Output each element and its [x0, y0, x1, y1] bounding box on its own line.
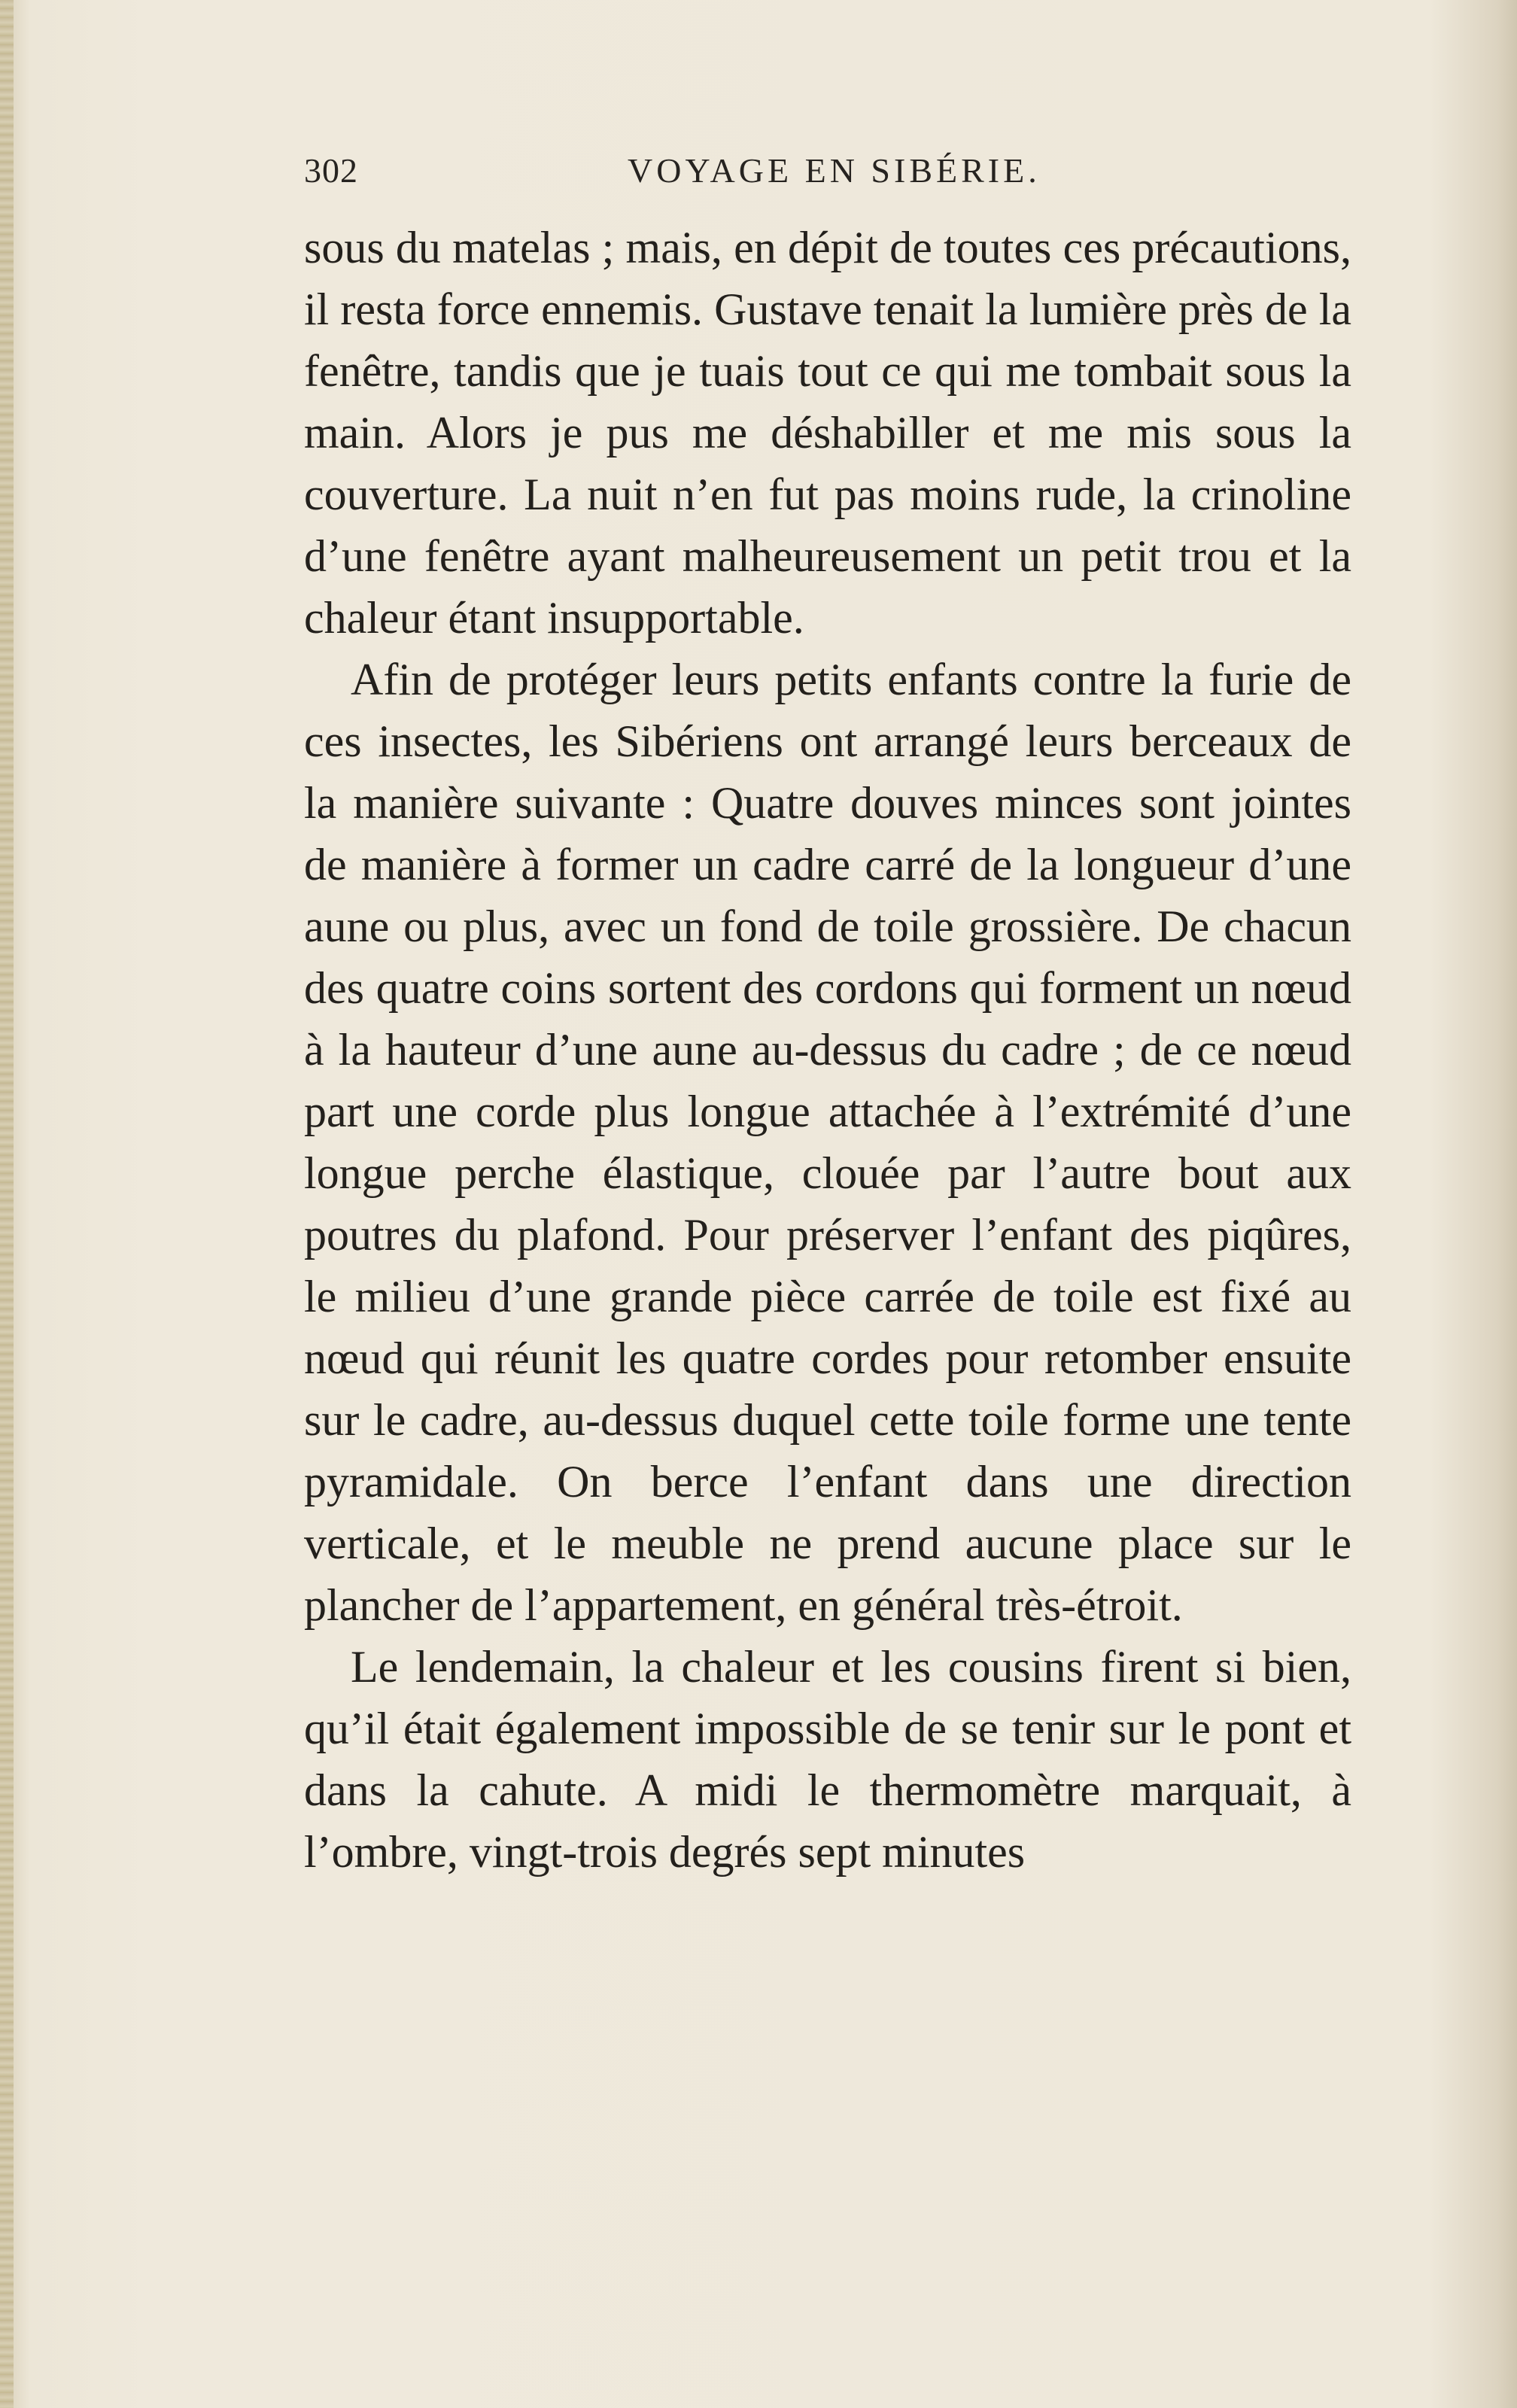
running-title: VOYAGE EN SIBÉRIE. [628, 151, 1041, 190]
paragraph-cradles: Afin de protéger leurs petits enfants contre la furie de ces insectes, les Sibériens ont arrangé leurs berceaux de la manière suivante : Quatre douves minces sont jointes de manière à former un cadre carré de la longueur d’une aune ou plus, avec un fond de toile grossière. De chacun des quatre coins sortent des cordons qui forment un nœud à la hauteur d’une aune au-dessus du cadre ; de ce nœud part une corde plus longue attachée à l’extrémité d’une longue perche élastique, clouée par l’autre bout aux poutres du plafond. Pour préserver l’enfant des piqûres, le milieu d’une grande pièce carrée de toile est fixé au nœud qui réunit les quatre cordes pour retomber ensuite sur le cadre, au-dessus duquel cette toile forme une tente pyramidale. On berce l’enfant dans une direction verticale, et le meuble ne prend aucune place sur le plancher de l’appartement, en général très-étroit. [304, 655, 1351, 1630]
body-text [304, 217, 1351, 1883]
paragraph-continued: sous du matelas ; mais, en dépit de toutes ces précautions, il resta force ennemis. Gustave tenait la lumière près de la fenêtre, tandis que je tuais tout ce qui me tombait sous la main. Alors je pus me déshabiller et me mis sous la couverture. La nuit n’en fut pas moins rude, la crinoline d’une fenêtre ayant malheureusement un petit trou et la chaleur étant insupportable. [304, 223, 1351, 643]
running-header [304, 150, 1350, 211]
page-number: 302 [304, 151, 358, 190]
paragraph-next-day: Le lendemain, la chaleur et les cousins firent si bien, qu’il était également impossible de se tenir sur le pont et dans la cahute. A midi le thermomètre marquait, à l’ombre, vingt-trois degrés sept minutes [304, 1642, 1351, 1877]
page-edge [0, 0, 14, 2408]
